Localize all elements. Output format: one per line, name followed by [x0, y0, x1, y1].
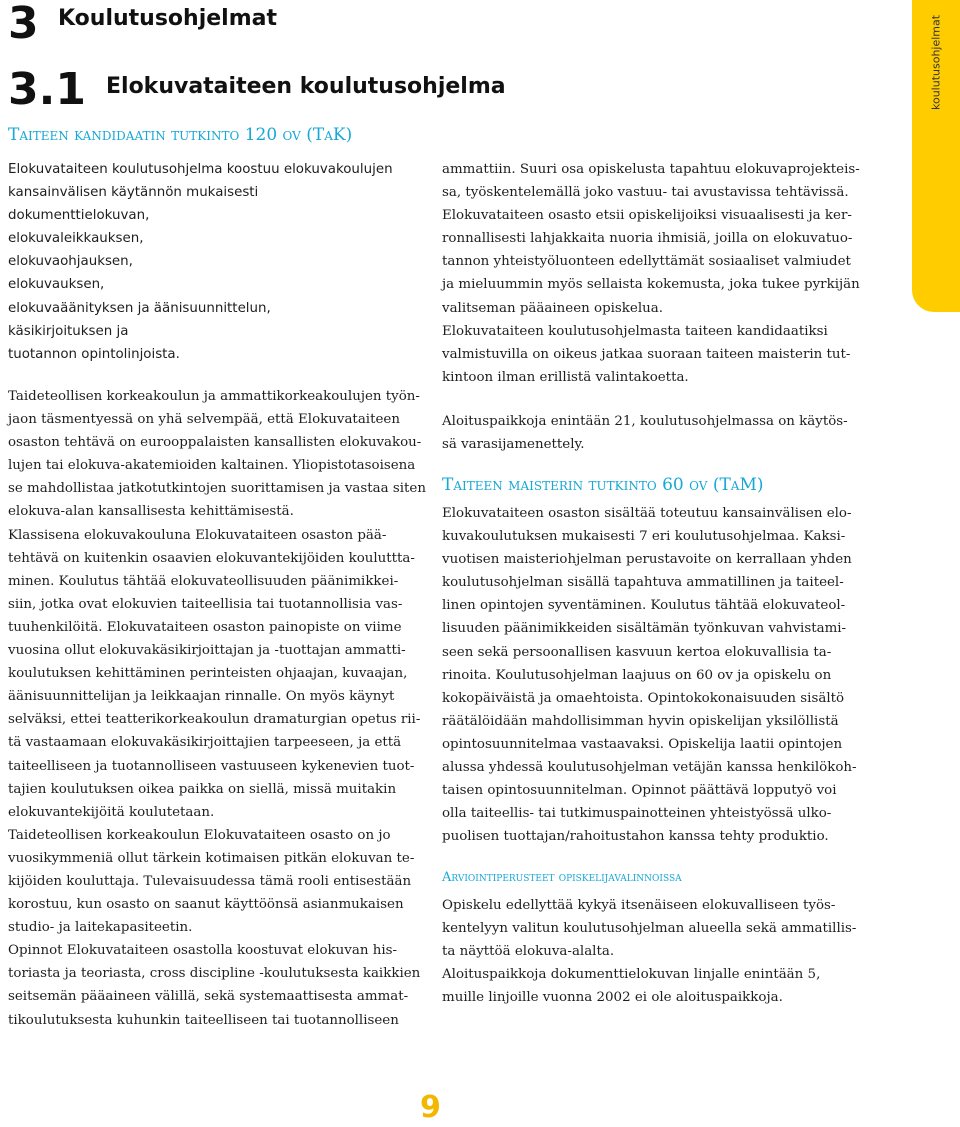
text-line: vuosina ollut elokuvakäsikirjoittajan ja -tuottajan ammatti-	[8, 643, 406, 659]
text-line: kintoon ilman erillistä valintakoetta.	[442, 369, 689, 385]
text-line: sä varasijamenettely.	[442, 437, 585, 453]
text-line: Elokuvataiteen koulutusohjelmasta taiteen kandidaatiksi	[442, 323, 828, 339]
text-line: valmistuvilla on oikeus jatkaa suoraan taiteen maisterin tut-	[442, 346, 851, 362]
text-line: kansainvälisen käytännön mukaisesti	[8, 185, 259, 201]
section-number: 3.1	[8, 64, 86, 115]
chapter-number: 3	[8, 0, 39, 49]
text-line: olla taiteellis- tai tutkimuspainotteinen yhteistyössä ulko-	[442, 806, 832, 822]
page-number: 9	[420, 1090, 441, 1125]
text-line: Aloituspaikkoja enintään 21, koulutusohjelmassa on käytös-	[442, 414, 848, 429]
text-line: tuotannon opintolinjoista.	[8, 346, 180, 362]
text-line: selväksi, ettei teatterikorkeakoulun dramaturgian opetus rii-	[8, 712, 421, 728]
text-line: Taideteollisen korkeakoulun ja ammattikorkeakoulujen työn-	[8, 389, 420, 404]
column2-tam	[442, 502, 862, 848]
text-line: toriasta ja teoriasta, cross discipline -koulutuksesta kaikkien	[8, 966, 421, 982]
section-title: Elokuvataiteen koulutusohjelma	[106, 74, 506, 99]
text-line: osaston tehtävä on eurooppalaisten kansallisten elokuvakou-	[8, 435, 422, 451]
text-line: tajien koulutuksen oikea paikka on siellä, missä muitakin	[8, 781, 397, 797]
text-line: elokuvaleikkauksen,	[8, 231, 144, 247]
text-line: elokuvaäänityksen ja äänisuunnittelun,	[8, 300, 271, 316]
text-line: Elokuvataiteen osasto etsii opiskelijoiksi visuaalisesti ja ker-	[442, 208, 852, 224]
text-line: ta näyttöä elokuva-alalta.	[442, 944, 615, 960]
text-line: Taideteollisen korkeakoulun Elokuvataiteen osasto on jo	[8, 827, 391, 843]
text-line: ronnallisesti lahjakkaita nuoria ihmisiä, joilla on elokuvatuo-	[442, 231, 853, 247]
text-line: linen opintojen syventäminen. Koulutus tähtää elokuvateol-	[442, 598, 846, 614]
heading-criteria: Arviointiperusteet opiskelijavalinnoissa	[442, 870, 682, 885]
text-line: kijöiden kouluttaja. Tulevaisuudessa tämä rooli entisestään	[8, 873, 412, 889]
text-line: lisuuden päänimikkeiden sisältämän työnkuvan vahvistami-	[442, 621, 847, 637]
column2-criteria	[442, 894, 862, 1009]
text-line: Elokuvataiteen osaston sisältää toteutuu kansainvälisen elo-	[442, 506, 852, 521]
text-line: vuotisen maisteriohjelman perustavoite on kerrallaan yhden	[442, 552, 852, 568]
text-line: taisen opintosuunnitelman. Opinnot päättävä lopputyö voi	[442, 783, 837, 799]
text-line: äänisuunnittelijan ja leikkaajan rinnalle. On myös käynyt	[8, 689, 395, 705]
text-line: koulutusohjelman sisällä tapahtuva ammatillinen ja taiteel-	[442, 575, 844, 591]
text-line: studio- ja laitekapasiteetin.	[8, 920, 193, 936]
text-line: Elokuvataiteen koulutusohjelma koostuu elokuvakoulujen	[8, 162, 393, 177]
text-line: tannon yhteistyöluonteen edellyttämät sosiaaliset valmiudet	[442, 254, 851, 270]
text-line: lujen tai elokuva-akatemioiden kaltainen. Yliopistotasoisena	[8, 458, 416, 474]
text-line: puolisen tuottajan/rahoitustahon kanssa tehty produktio.	[442, 829, 829, 845]
text-line: kuvakoulutuksen mukaisesti 7 eri koulutusohjelmaa. Kaksi-	[442, 529, 846, 545]
text-line: elokuvantekijöitä koulutetaan.	[8, 804, 215, 820]
text-line: siin, jotka ovat elokuvien taiteellisia tai tuotannollisia vas-	[8, 596, 403, 612]
text-line: korostuu, kun osasto on saanut käyttöönsä asianmukaisen	[8, 897, 404, 913]
side-tab-label: koulutusohjelmat	[929, 14, 943, 110]
text-line: seitsemän pääaineen välillä, sekä systemaattisesta ammat-	[8, 989, 409, 1005]
text-line: kokopäiväistä ja omaehtoista. Opintokokonaisuuden sisältö	[442, 690, 845, 706]
text-line: Opinnot Elokuvataiteen osastolla koostuvat elokuvan his-	[8, 943, 398, 959]
text-line: räätälöidään mahdollisimman hyvin opiskelijan yksilöllistä	[442, 713, 839, 729]
text-line: ammattiin. Suuri osa opiskelusta tapahtuu elokuvaprojekteis-	[442, 162, 860, 177]
column2-places	[442, 410, 862, 456]
column2-top	[442, 158, 862, 389]
text-line: tä vastaamaan elokuvakäsikirjoittajien tarpeeseen, ja että	[8, 735, 402, 751]
text-line: opintosuunnitelmaa vastaavaksi. Opiskelija laatii opintojen	[442, 736, 843, 752]
text-line: jaon täsmentyessä on yhä selvempää, että Elokuvataiteen	[8, 412, 400, 428]
text-line: kentelyyn valitun koulutusohjelman alueella sekä ammatillis-	[442, 921, 857, 937]
column1-body	[8, 385, 426, 1032]
side-tab	[912, 0, 960, 312]
text-line: tuuhenkilöitä. Elokuvataiteen osaston painopiste on viime	[8, 619, 402, 635]
text-line: minen. Koulutus tähtää elokuvateollisuuden päänimikkei-	[8, 573, 399, 589]
text-line: käsikirjoituksen ja	[8, 323, 129, 339]
chapter-title: Koulutusohjelmat	[58, 6, 277, 31]
text-line: Aloituspaikkoja dokumenttielokuvan linjalle enintään 5,	[442, 967, 821, 983]
text-line: tehtävä on kuitenkin osaavien elokuvantekijöiden kouluttta-	[8, 550, 415, 566]
heading-tam: Taiteen maisterin tutkinto 60 ov (TaM)	[442, 475, 764, 495]
text-line: alussa yhdessä koulutusohjelman vetäjän kanssa henkilökoh-	[442, 760, 857, 776]
text-line: ja mieluummin myös sellaista kokemusta, joka tukee pyrkijän	[442, 277, 860, 293]
text-line: sa, työskentelemällä joko vastuu- tai avustavissa tehtävissä.	[442, 185, 849, 201]
intro-list	[8, 158, 422, 366]
text-line: se mahdollistaa jatkotutkintojen suorittamisen ja vastaa siten	[8, 481, 426, 497]
text-line: elokuvaohjauksen,	[8, 254, 133, 270]
text-line: dokumenttielokuvan,	[8, 208, 150, 224]
text-line: Opiskelu edellyttää kykyä itsenäiseen elokuvalliseen työs-	[442, 898, 836, 913]
text-line: seen sekä persoonallisen kasvuun kertoa elokuvallisia ta-	[442, 644, 832, 660]
heading-tak: Taiteen kandidaatin tutkinto 120 ov (TaK)	[8, 125, 353, 145]
text-line: muille linjoille vuonna 2002 ei ole aloituspaikkoja.	[442, 990, 783, 1006]
text-line: rinoita. Koulutusohjelman laajuus on 60 ov ja opiskelu on	[442, 667, 832, 683]
text-line: elokuva-alan kansallisesta kehittämisestä.	[8, 504, 294, 520]
text-line: Klassisena elokuvakouluna Elokuvataiteen osaston pää-	[8, 527, 387, 543]
text-line: koulutuksen kehittäminen perinteisten ohjaajan, kuvaajan,	[8, 666, 408, 682]
text-line: elokuvauksen,	[8, 277, 105, 293]
text-line: tikoulutuksesta kuhunkin taiteelliseen tai tuotannolliseen	[8, 1012, 399, 1028]
text-line: valitseman pääaineen opiskelua.	[442, 300, 663, 316]
text-line: taiteelliseen ja tuotannolliseen vastuuseen kykenevien tuot-	[8, 758, 415, 774]
text-line: vuosikymmeniä ollut tärkein kotimaisen pitkän elokuvan te-	[8, 850, 415, 866]
